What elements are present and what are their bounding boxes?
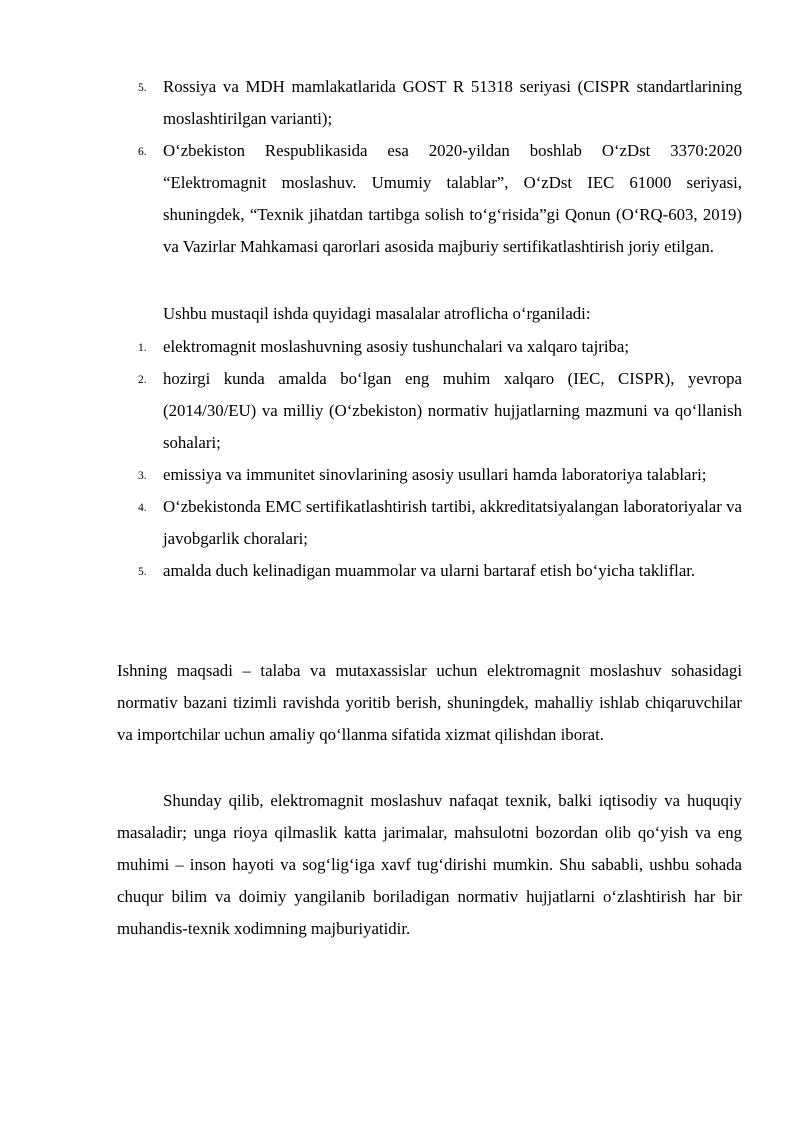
list-item [117,491,742,555]
list-item-number: 5. [138,566,147,578]
list-item-number: 2. [138,374,147,386]
intro-line: Ushbu mustaqil ishda quyidagi masalalar atroflicha o‘rganiladi: [163,304,591,323]
list-item [117,459,742,491]
list-item [117,135,742,263]
list-item [117,71,742,135]
conclusion-paragraph: Shunday qilib, elektromagnit moslashuv nafaqat texnik, balki iqtisodiy va huquqiy masaladir; unga rioya qilmaslik katta jarimalar, mahsulotni bozordan olib qo‘yish va eng muhimi – inson hayoti va sog‘lig‘iga xavf tug‘dirishi mumkin. Shu sababli, ushbu sohada chuqur bilim va doimiy yangilanib boriladigan normativ hujjatlarni o‘zlashtirish har bir muhandis-texnik xodimning majburiyatidir. [117,791,742,938]
list-item [117,331,742,363]
list-item-text: amalda duch kelinadigan muammolar va ularni bartaraf etish bo‘yicha takliflar. [163,561,696,580]
list-item-text: elektromagnit moslashuvning asosiy tushunchalari va xalqaro tajriba; [163,337,630,356]
list-item-number: 1. [138,342,147,354]
list-item-text: O‘zbekiston Respublikasida esa 2020-yildan boshlab O‘zDst 3370:2020 “Elektromagnit moslashuv. Umumiy talablar”, O‘zDst IEC 61000 seriyasi, shuningdek, “Texnik jihatdan tartibga solish to‘g‘risida”gi Qonun (O‘RQ-603, 2019) va Vazirlar Mahkamasi qarorlari asosida majburiy sertifikatlashtirish joriy etilgan. [163,141,742,256]
list-item-number: 5. [138,82,147,94]
list-item-text: hozirgi kunda amalda bo‘lgan eng muhim xalqaro (IEC, CISPR), yevropa (2014/30/EU) va milliy (O‘zbekiston) normativ hujjatlarning mazmuni va qo‘llanish sohalari; [163,369,742,452]
goal-paragraph: Ishning maqsadi – talaba va mutaxassislar uchun elektromagnit moslashuv sohasidagi normativ bazani tizimli ravishda yoritib berish, shuningdek, mahalliy ishlab chiqaruvchilar va importchilar uchun amaliy qo‘llanma sifatida xizmat qilishdan iborat. [117,661,742,744]
list-item-text: emissiya va immunitet sinovlarining asosiy usullari hamda laboratoriya talablari; [163,465,707,484]
list-item-number: 3. [138,470,147,482]
topics-list [117,331,742,587]
standards-list [117,71,742,263]
list-item-number: 4. [138,502,147,514]
list-item-text: O‘zbekistonda EMC sertifikatlashtirish tartibi, akkreditatsiyalangan laboratoriyalar va javobgarlik choralari; [163,497,742,548]
list-item [117,363,742,459]
list-item [117,555,742,587]
list-item-text: Rossiya va MDH mamlakatlarida GOST R 51318 seriyasi (CISPR standartlarining moslashtirilgan varianti); [163,77,742,128]
list-item-number: 6. [138,146,147,158]
